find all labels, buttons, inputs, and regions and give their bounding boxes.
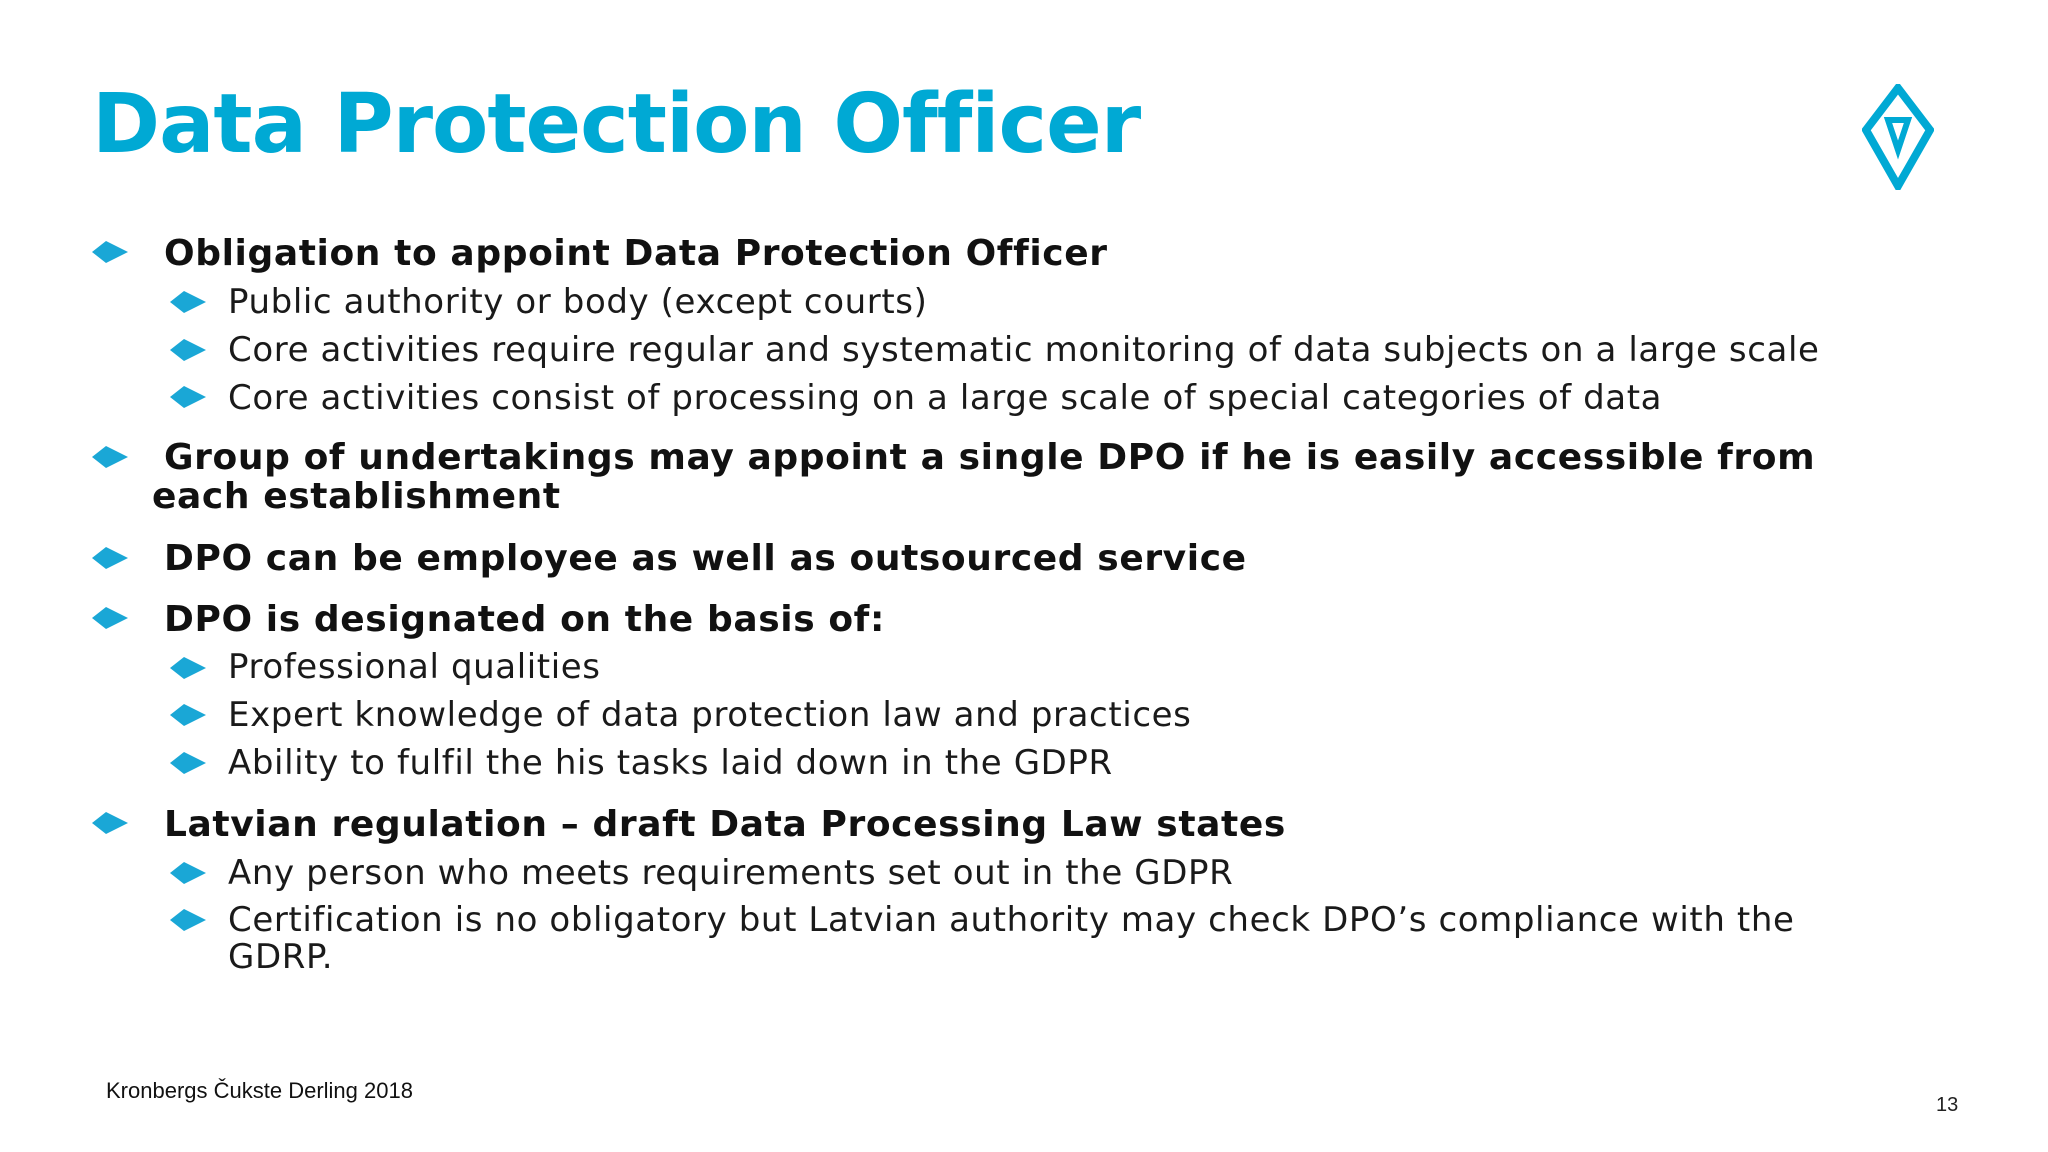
- diamond-bullet-icon: [170, 862, 206, 884]
- sub-bullet-text: Core activities consist of processing on a large scale of special categories of data: [228, 378, 1663, 418]
- diamond-bullet-icon: [170, 386, 206, 408]
- diamond-bullet-icon: [170, 657, 206, 679]
- sub-bullet-text: Certification is no obligatory but Latvian authority may check DPO’s compliance with the: [228, 900, 1795, 940]
- page-number: 13: [1936, 1094, 1959, 1116]
- diamond-bullet-icon: [170, 909, 206, 931]
- bullet-text: Group of undertakings may appoint a single DPO if he is easily accessible from: [164, 437, 1816, 478]
- footer-text: Kronbergs Čukste Derling 2018: [106, 1078, 413, 1103]
- diamond-logo-icon: [1862, 84, 1934, 190]
- bullet-text: DPO is designated on the basis of:: [164, 599, 885, 640]
- slide-title: Data Protection Officer: [92, 77, 1141, 172]
- diamond-bullet-icon: [170, 291, 206, 313]
- diamond-bullet-icon: [170, 752, 206, 774]
- diamond-bullet-icon: [92, 607, 128, 629]
- diamond-bullet-icon: [92, 446, 128, 468]
- bullet-text-continuation: each establishment: [152, 476, 561, 517]
- sub-bullet-text: Public authority or body (except courts): [228, 282, 928, 322]
- diamond-bullet-icon: [92, 547, 128, 569]
- sub-bullet-text: Ability to fulfil the his tasks laid down in the GDPR: [228, 743, 1113, 783]
- diamond-bullet-icon: [170, 704, 206, 726]
- diamond-bullet-icon: [92, 241, 128, 263]
- bullet-text: DPO can be employee as well as outsourced service: [164, 538, 1247, 579]
- sub-bullet-text: Expert knowledge of data protection law and practices: [228, 695, 1192, 735]
- sub-bullet-text: Any person who meets requirements set out in the GDPR: [228, 853, 1234, 893]
- diamond-bullet-icon: [92, 812, 128, 834]
- sub-bullet-text: Professional qualities: [228, 647, 601, 687]
- bullet-text: Obligation to appoint Data Protection Officer: [164, 233, 1108, 274]
- bullet-text: Latvian regulation – draft Data Processing Law states: [164, 804, 1286, 845]
- sub-bullet-text-continuation: GDRP.: [228, 937, 334, 977]
- sub-bullet-text: Core activities require regular and systematic monitoring of data subjects on a large scale: [228, 330, 1820, 370]
- diamond-bullet-icon: [170, 339, 206, 361]
